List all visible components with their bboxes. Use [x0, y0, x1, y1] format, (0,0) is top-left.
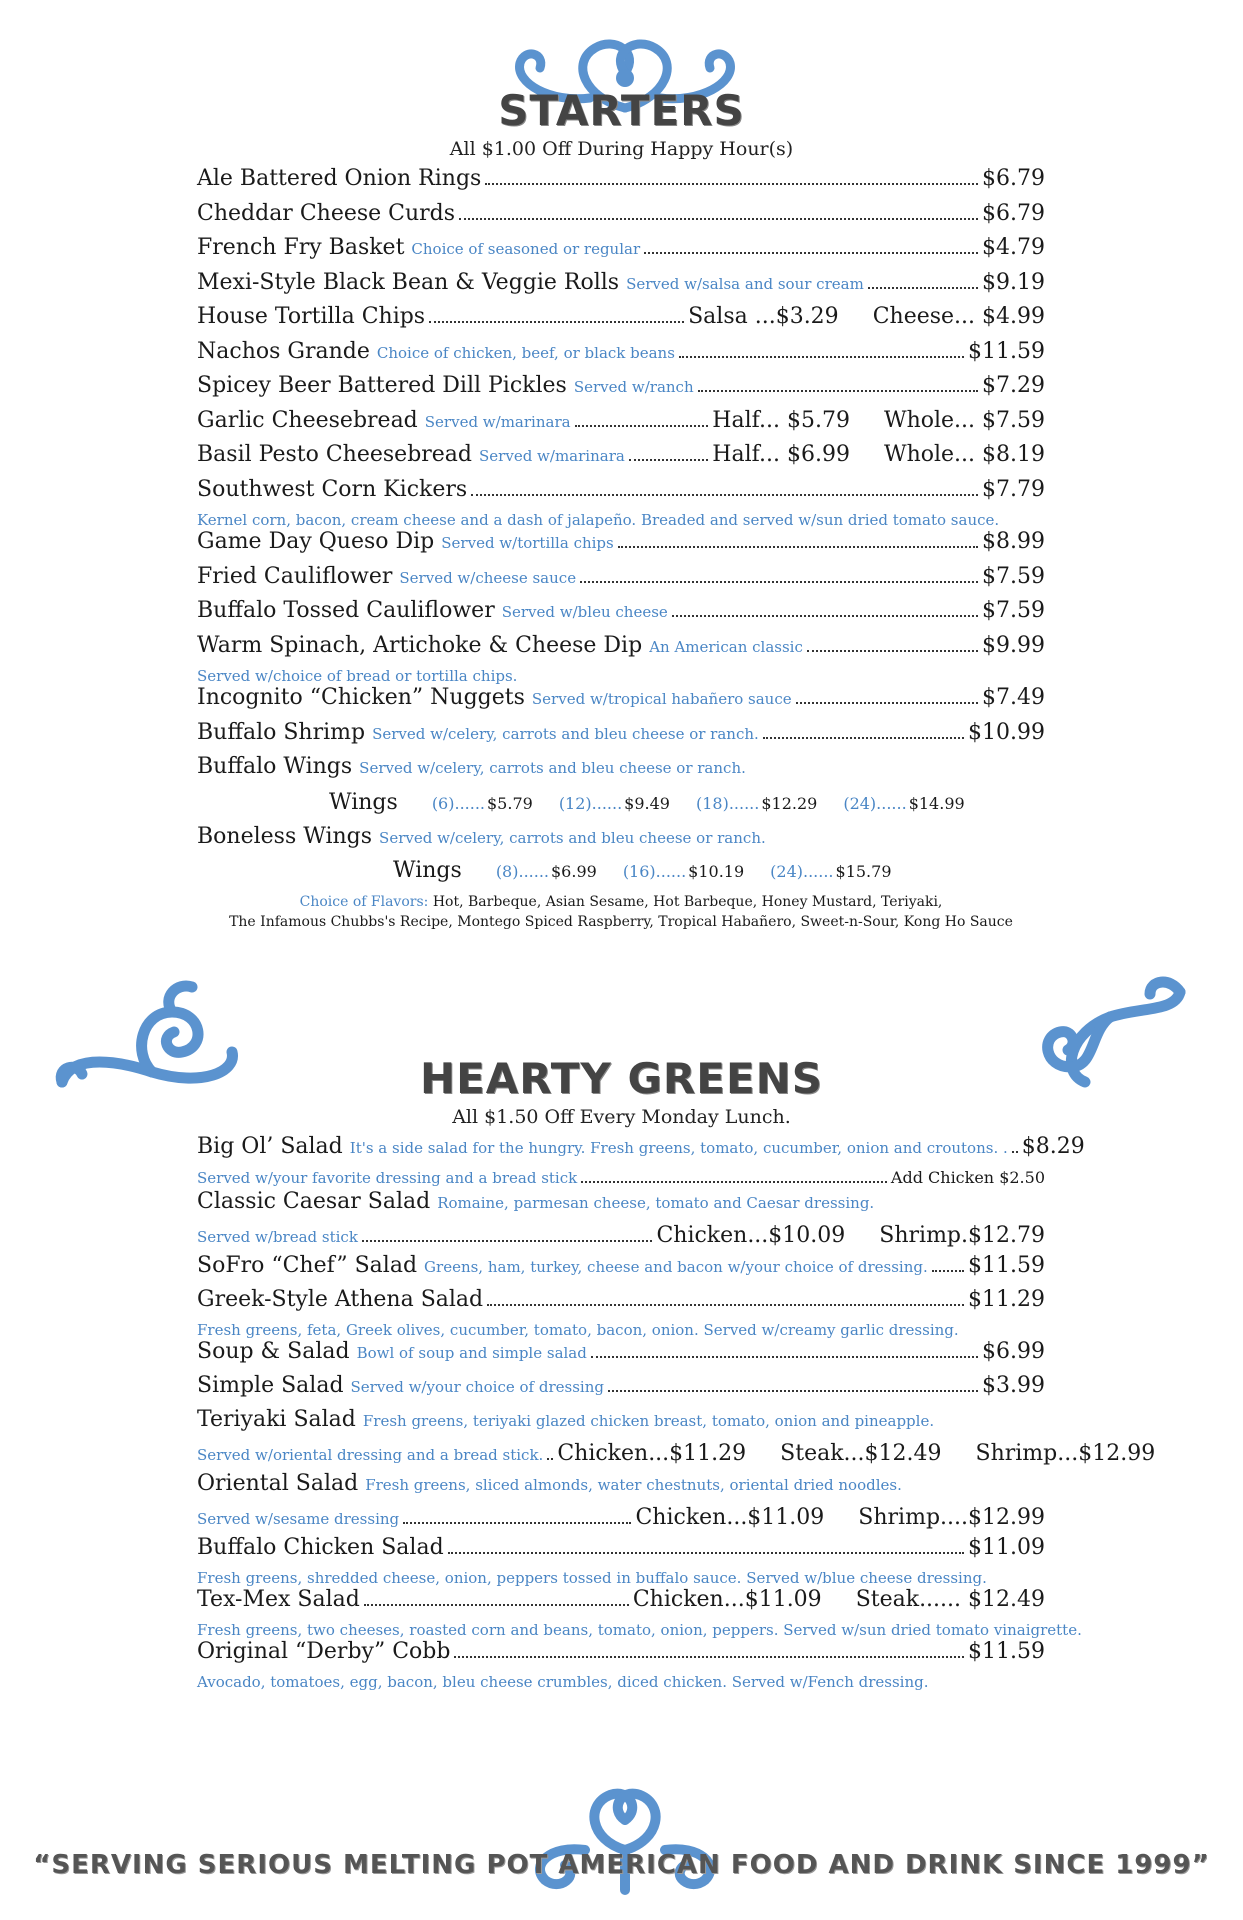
- item-price: $8.99: [982, 529, 1045, 554]
- menu-item-row: [197, 477, 1045, 512]
- item-note: Kernel corn, bacon, cream cheese and a dash of jalapeño. Breaded and served w/sun dried tomato sauce.: [197, 511, 1000, 529]
- wing-qty: (6)......: [431, 794, 485, 813]
- menu-item: [197, 408, 1045, 443]
- leader-dots: [580, 581, 978, 583]
- item-price: Chicken...$11.09: [632, 1587, 822, 1612]
- leader-dots: [1012, 1151, 1018, 1153]
- item-price: $11.29: [968, 1287, 1045, 1312]
- leader-dots: [644, 252, 978, 254]
- item-desc: Served w/marinara: [424, 412, 571, 431]
- wing-qty: (24)......: [770, 862, 834, 881]
- item-price: $10.99: [968, 719, 1045, 745]
- menu-item-row: [197, 564, 1045, 599]
- menu-item: [197, 235, 1045, 270]
- item-price: $6.79: [982, 200, 1045, 226]
- menu-item-row: [197, 633, 1045, 668]
- menu-item: [197, 1639, 1045, 1691]
- item-desc: Bowl of soup and simple salad: [356, 1344, 587, 1362]
- wings-label: Wings: [329, 790, 398, 815]
- menu-item: [197, 1287, 1045, 1339]
- item-name: Original “Derby” Cobb: [197, 1639, 451, 1664]
- item-name: French Fry Basket: [197, 235, 405, 260]
- item-desc: Served w/tropical habañero sauce: [531, 690, 792, 708]
- item-name: Fried Cauliflower: [197, 563, 393, 589]
- starters-title: STARTERS: [498, 86, 745, 135]
- menu-item: [197, 339, 1045, 374]
- item-desc: Served w/ranch: [573, 378, 694, 396]
- item-note-row: [197, 1441, 1156, 1471]
- leader-dots: [429, 321, 684, 323]
- item-price: $9.19: [982, 269, 1045, 295]
- item-name: Warm Spinach, Artichoke & Cheese Dip: [197, 632, 643, 658]
- leader-dots: [485, 183, 978, 185]
- leader-dots: [672, 615, 978, 617]
- wing-qty: (8)......: [495, 862, 549, 881]
- item-name: Game Day Queso Dip: [197, 529, 435, 554]
- item-note-price: Add Chicken $2.50: [890, 1168, 1045, 1187]
- menu-item-row: [197, 339, 1045, 374]
- leader-dots: [448, 1552, 964, 1554]
- buffalo-wings-item: [197, 754, 1045, 790]
- item-price-alt: Steak...$12.49: [780, 1441, 942, 1466]
- menu-item-row: [197, 1339, 1045, 1373]
- menu-item: [197, 598, 1045, 633]
- leader-dots: [581, 1181, 887, 1183]
- item-name: Spicey Beer Battered Dill Pickles: [197, 373, 567, 398]
- leader-dots: [679, 356, 964, 358]
- item-note: Served w/oriental dressing and a bread stick.: [197, 1446, 544, 1464]
- menu-item: [197, 1471, 1045, 1535]
- item-price: $8.29: [1021, 1134, 1085, 1159]
- item-name: Incognito “Chicken” Nuggets: [197, 685, 525, 710]
- item-note-row: [197, 1168, 1045, 1189]
- item-note-row: [197, 1505, 1045, 1535]
- leader-dots: [698, 390, 978, 392]
- menu-item-row: [197, 1189, 1045, 1223]
- item-note-row: [197, 667, 1045, 685]
- item-desc: Greens, ham, turkey, cheese and bacon w/your choice of dressing.: [424, 1258, 928, 1276]
- leader-dots: [608, 1390, 978, 1392]
- item-name: Garlic Cheesebread: [197, 407, 418, 433]
- item-price-alt: Steak...... $12.49: [855, 1587, 1045, 1612]
- item-note: Fresh greens, two cheeses, roasted corn and beans, tomato, onion, peppers. Served w/sun dried tomato vinaigrette.: [197, 1621, 1082, 1639]
- item-name: Soup & Salad: [197, 1339, 350, 1364]
- item-price: $7.59: [982, 563, 1045, 589]
- item-price-alt: Shrimp....$12.99: [858, 1505, 1045, 1530]
- item-price: $4.79: [982, 235, 1045, 260]
- menu-item: [197, 1587, 1082, 1639]
- tagline: “SERVING SERIOUS MELTING POT AMERICAN FOOD AND DRINK SINCE 1999”: [33, 1850, 1210, 1880]
- flavors-label: Choice of Flavors:: [299, 894, 429, 910]
- item-desc: Served w/marinara: [479, 447, 625, 465]
- item-name: Teriyaki Salad: [197, 1407, 356, 1432]
- item-name: Oriental Salad: [197, 1471, 359, 1496]
- greens-title: HEARTY GREENS: [419, 1054, 824, 1103]
- item-name: Tex-Mex Salad: [197, 1587, 360, 1612]
- menu-item-row: [197, 304, 1045, 339]
- item-name: Classic Caesar Salad: [197, 1189, 431, 1214]
- menu-item-row: [197, 598, 1045, 633]
- item-desc: Romaine, parmesan cheese, tomato and Caesar dressing.: [437, 1194, 875, 1212]
- menu-item: [197, 685, 1045, 720]
- item-desc: Served w/tortilla chips: [441, 534, 614, 552]
- wing-price: $12.29: [761, 794, 818, 813]
- greens-list: [197, 1134, 1156, 1691]
- menu-item: [197, 442, 1045, 477]
- item-desc: Served w/celery, carrots and bleu cheese or ranch.: [359, 759, 746, 777]
- item-price: $7.29: [982, 373, 1045, 398]
- menu-item-row: [197, 442, 1045, 477]
- menu-item-row: [197, 270, 1045, 305]
- item-desc: It's a side salad for the hungry. Fresh greens, tomato, cucumber, onion and croutons. .: [349, 1139, 1008, 1157]
- item-note: Avocado, tomatoes, egg, bacon, bleu cheese crumbles, diced chicken. Served w/Fench dressing.: [197, 1673, 929, 1691]
- item-name: House Tortilla Chips: [197, 304, 426, 329]
- menu-item: [197, 304, 1045, 339]
- menu-item-row: [197, 1535, 1045, 1569]
- item-note: Served w/choice of bread or tortilla chips.: [197, 667, 518, 685]
- leader-dots: [618, 546, 978, 548]
- greens-subtitle: All $1.50 Off Every Monday Lunch.: [452, 1106, 791, 1128]
- item-price: $7.49: [982, 685, 1045, 710]
- flavors-line2: The Infamous Chubbs's Recipe, Montego Spiced Raspberry, Tropical Habañero, Sweet-n-Sour, Kong Ho Sauce: [229, 914, 1013, 930]
- bottom-scroll-ornament-icon: [490, 1780, 760, 1900]
- item-price-alt: Shrimp...$12.99: [975, 1441, 1156, 1466]
- menu-item: [197, 633, 1045, 686]
- item-price: $7.59: [982, 598, 1045, 623]
- menu-item-row: [197, 1407, 1045, 1441]
- item-price: $11.09: [968, 1535, 1045, 1560]
- menu-item-row: [197, 720, 1045, 755]
- item-name: Basil Pesto Cheesebread: [197, 442, 473, 467]
- menu-item-row: [197, 1373, 1045, 1407]
- item-name: Southwest Corn Kickers: [197, 476, 468, 502]
- item-desc: An American classic: [649, 637, 803, 656]
- item-desc: Served w/your choice of dressing: [350, 1378, 604, 1396]
- leader-dots: [547, 1458, 553, 1460]
- item-note-row: [197, 1223, 1045, 1253]
- item-desc: Served w/bleu cheese: [501, 603, 668, 621]
- menu-item-row: [197, 685, 1045, 720]
- item-name: Nachos Grande: [197, 338, 370, 364]
- item-price: Chicken...$11.09: [635, 1505, 825, 1530]
- flavors-line1: Hot, Barbeque, Asian Sesame, Hot Barbeque, Honey Mustard, Teriyaki,: [432, 894, 943, 910]
- menu-item-row: [197, 408, 1045, 443]
- menu-item-row: [197, 529, 1045, 564]
- wing-price: $15.79: [835, 862, 892, 881]
- leader-dots: [591, 1356, 978, 1358]
- item-name: Boneless Wings: [197, 824, 373, 849]
- item-desc: Served w/celery, carrots and bleu cheese or ranch.: [379, 829, 766, 847]
- item-price: $11.59: [968, 338, 1045, 364]
- item-price: Chicken...$10.09: [656, 1223, 846, 1248]
- leader-dots: [454, 1656, 964, 1658]
- menu-item: [197, 720, 1045, 755]
- wing-price: $14.99: [908, 794, 965, 813]
- menu-item-row: [197, 373, 1045, 408]
- menu-item: [197, 270, 1045, 305]
- item-note-row: [197, 511, 1045, 529]
- item-desc: Fresh greens, sliced almonds, water chestnuts, oriental dried noodles.: [365, 1476, 902, 1494]
- item-price: $3.99: [982, 1373, 1045, 1398]
- buffalo-wings-options: [197, 790, 1045, 824]
- item-name: Buffalo Shrimp: [197, 719, 366, 745]
- item-desc: Served w/salsa and sour cream: [626, 274, 864, 293]
- item-desc: Choice of chicken, beef, or black beans: [376, 343, 675, 362]
- item-note-row: [197, 1321, 1045, 1339]
- menu-item-row: [197, 1287, 1045, 1321]
- menu-item-row: [197, 1253, 1045, 1287]
- item-name: Big Ol’ Salad: [197, 1134, 343, 1159]
- menu-item-row: [197, 1134, 1085, 1168]
- menu-item-row: [197, 235, 1045, 270]
- wings-label: Wings: [393, 858, 462, 883]
- menu-item: [197, 1373, 1045, 1407]
- item-price: Half... $5.79: [712, 407, 850, 433]
- leader-dots: [796, 702, 978, 704]
- leader-dots: [403, 1522, 631, 1524]
- menu-item-row: [197, 166, 1045, 201]
- item-price: Salsa ...$3.29: [688, 304, 839, 329]
- menu-item: [197, 1134, 1085, 1189]
- flavor-choices: [197, 892, 1045, 932]
- leader-dots: [362, 1240, 653, 1242]
- item-note: Fresh greens, feta, Greek olives, cucumber, tomato, bacon, onion. Served w/creamy garlic dressing.: [197, 1321, 959, 1339]
- item-name: Mexi-Style Black Bean & Veggie Rolls: [197, 269, 620, 295]
- wing-qty: (18)......: [695, 794, 760, 813]
- leader-dots: [471, 494, 978, 496]
- wing-price: $5.79: [487, 794, 533, 813]
- item-price: $6.99: [982, 1339, 1045, 1364]
- item-price-alt: Whole... $7.59: [883, 407, 1045, 433]
- starters-subtitle: All $1.00 Off During Happy Hour(s): [449, 138, 794, 160]
- starters-list: [197, 166, 1045, 932]
- item-desc: Fresh greens, teriyaki glazed chicken breast, tomato, onion and pineapple.: [362, 1412, 935, 1430]
- item-price-alt: Cheese... $4.99: [872, 304, 1045, 329]
- item-name: Buffalo Chicken Salad: [197, 1535, 444, 1560]
- wing-qty: (16)......: [622, 862, 687, 881]
- item-price: Chicken...$11.29: [557, 1441, 747, 1466]
- item-note-row: [197, 1569, 1045, 1587]
- wing-price: $10.19: [688, 862, 745, 881]
- item-desc: Served w/cheese sauce: [399, 568, 577, 587]
- item-price: $6.79: [982, 166, 1045, 191]
- item-price: $9.99: [982, 632, 1045, 658]
- item-note: Served w/your favorite dressing and a bread stick: [197, 1169, 578, 1187]
- item-name: Ale Battered Onion Rings: [197, 166, 482, 191]
- menu-item: [197, 373, 1045, 408]
- item-note: Fresh greens, shredded cheese, onion, peppers tossed in buffalo sauce. Served w/blue cheese dressing.: [197, 1569, 987, 1587]
- leader-dots: [575, 425, 709, 427]
- menu-item: [197, 1535, 1045, 1587]
- leader-dots: [459, 218, 978, 220]
- item-note-row: [197, 1673, 1045, 1691]
- menu-item: [197, 166, 1045, 201]
- item-price: $11.59: [968, 1639, 1045, 1664]
- item-name: SoFro “Chef” Salad: [197, 1253, 418, 1278]
- wing-price: $9.49: [624, 794, 670, 813]
- item-note-row: [197, 1621, 1082, 1639]
- leader-dots: [629, 459, 708, 461]
- item-price: Half... $6.99: [712, 442, 850, 467]
- menu-item-row: [197, 1639, 1045, 1673]
- menu-item: [197, 1253, 1045, 1287]
- menu-item-row: [197, 201, 1045, 236]
- menu-item: [197, 529, 1045, 564]
- item-price-alt: Whole... $8.19: [883, 442, 1045, 467]
- wing-price: $6.99: [551, 862, 597, 881]
- item-price-alt: Shrimp.$12.79: [879, 1223, 1045, 1248]
- item-name: Simple Salad: [197, 1373, 344, 1398]
- item-name: Buffalo Wings: [197, 754, 353, 779]
- item-price: $11.59: [968, 1253, 1045, 1278]
- wing-qty: (24)......: [843, 794, 907, 813]
- menu-item: [197, 1339, 1045, 1373]
- leader-dots: [763, 737, 964, 739]
- wing-qty: (12)......: [558, 794, 623, 813]
- leader-dots: [364, 1604, 629, 1606]
- menu-item: [197, 1189, 1045, 1253]
- boneless-wings-options: [197, 858, 1045, 890]
- leader-dots: [932, 1270, 964, 1272]
- item-note: Served w/bread stick: [197, 1228, 358, 1246]
- item-desc: Served w/celery, carrots and bleu cheese or ranch.: [372, 724, 759, 743]
- leader-dots: [807, 650, 978, 652]
- leader-dots: [868, 287, 978, 289]
- menu-item: [197, 201, 1045, 236]
- menu-item-row: [197, 1587, 1045, 1621]
- item-name: Buffalo Tossed Cauliflower: [197, 598, 495, 623]
- menu-item: [197, 564, 1045, 599]
- menu-item-row: [197, 1471, 1045, 1505]
- leader-dots: [487, 1304, 964, 1306]
- boneless-wings-item: [197, 824, 1045, 858]
- menu-item: [197, 1407, 1156, 1471]
- menu-item: [197, 477, 1045, 530]
- item-desc: Choice of seasoned or regular: [411, 240, 641, 258]
- item-name: Cheddar Cheese Curds: [197, 200, 456, 226]
- item-note: Served w/sesame dressing: [197, 1510, 400, 1528]
- item-price: $7.79: [982, 476, 1045, 502]
- item-name: Greek-Style Athena Salad: [197, 1287, 484, 1312]
